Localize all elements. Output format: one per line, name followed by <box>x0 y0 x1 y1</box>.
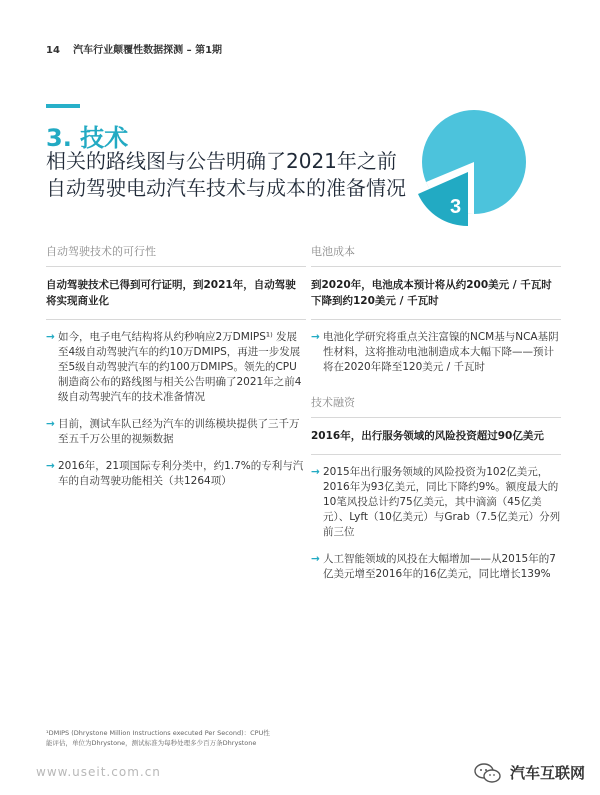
financing-lead: 2016年，出行服务领域的风险投资超过90亿美元 <box>311 428 561 455</box>
list-item <box>46 330 306 405</box>
feasibility-header: 自动驾驶技术的可行性 <box>46 242 306 267</box>
financing-header: 技术融资 <box>311 393 561 418</box>
section-badge-number: 3 <box>450 196 462 218</box>
battery-header: 电池成本 <box>311 242 561 267</box>
accent-bar <box>46 104 80 108</box>
feasibility-lead: 自动驾驶技术已得到可行证明，到2021年，自动驾驶将实现商业化 <box>46 277 306 320</box>
arrow-icon: → <box>46 418 55 430</box>
page-header <box>46 41 222 56</box>
page-number: 14 <box>46 45 60 56</box>
list-item <box>46 459 306 489</box>
arrow-icon: → <box>46 331 55 343</box>
watermark: www.useit.com.cn <box>36 765 161 779</box>
arrow-icon: → <box>311 466 320 478</box>
arrow-icon: → <box>311 553 320 565</box>
battery-financing-column <box>311 242 561 594</box>
bullet-text: 如今，电子电气结构将从约秒响应2万DMIPS¹⁾ 发展至4级自动驾驶汽车的约10万DMIPS，再进一步发展至5级自动驾驶汽车的约100万DMIPS。领先的CPU制造商公布的路线图与相关公告明确了2021年之前4级自动驾驶汽车的技术准备情况 <box>58 331 302 403</box>
brand-name: 汽车互联网 <box>510 764 586 782</box>
report-title: 汽车行业颠覆性数据探测 – 第1期 <box>73 45 223 56</box>
section-subtitle: 相关的路线图与公告明确了2021年之前自动驾驶电动汽车技术与成本的准备情况 <box>46 149 406 200</box>
section-pie-icon <box>410 108 530 233</box>
arrow-icon: → <box>46 460 55 472</box>
brand-mark <box>474 762 585 783</box>
list-item <box>311 552 561 582</box>
bullet-text: 目前，测试车队已经为汽车的训练模块提供了三千万至五千万公里的视频数据 <box>58 418 300 445</box>
battery-lead: 到2020年，电池成本预计将从约200美元 / 千瓦时下降到约120美元 / 千瓦时 <box>311 277 561 320</box>
bullet-text: 电池化学研究将重点关注富镍的NCM基与NCA基阴性材料，这将推动电池制造成本大幅下降——预计将在2020年降至120美元 / 千瓦时 <box>323 331 559 373</box>
bullet-text: 2016年，21项国际专利分类中，约1.7%的专利与汽车的自动驾驶功能相关（共1264项） <box>58 460 304 487</box>
list-item <box>46 417 306 447</box>
list-item <box>311 465 561 540</box>
bullet-text: 2015年出行服务领域的风险投资为102亿美元，2016年为93亿美元，同比下降约9%。额度最大的10笔风投总计约75亿美元，其中滴滴（45亿美元）、Lyft（10亿美元）与Grab（7.5亿美元）分列前三位 <box>323 466 561 538</box>
list-item <box>311 330 561 375</box>
footnote: ¹DMIPS (Dhrystone Million Instructions executed Per Second)：CPU性能评估，单位为Dhrystone，测试标准为每秒处理多少百万条Dhrystone <box>46 729 270 747</box>
section-title: 3. 技术 <box>46 124 129 152</box>
wechat-icon <box>474 763 502 783</box>
feasibility-column <box>46 242 306 501</box>
bullet-text: 人工智能领域的风投在大幅增加——从2015年的7亿美元增至2016年的16亿美元，同比增长139% <box>323 553 556 580</box>
arrow-icon: → <box>311 331 320 343</box>
